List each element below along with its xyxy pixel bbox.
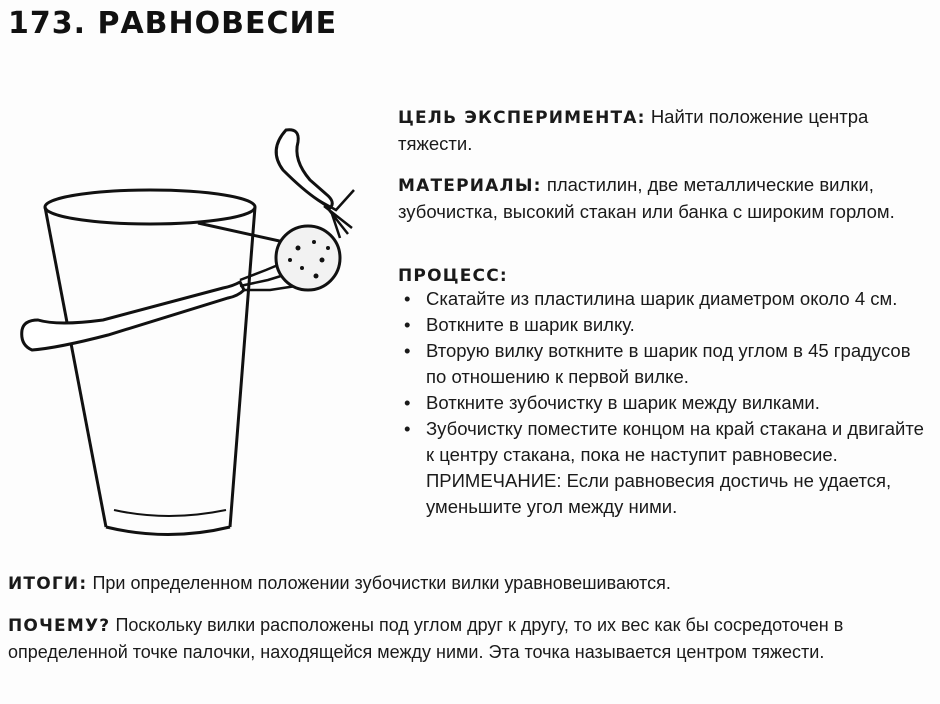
bullet-icon: • [404,418,411,439]
list-item: • Воткните в шарик вилку. [398,312,933,338]
goal-text: Найти положение центра тяжести. [398,106,869,154]
glass-forks-balance-illustration [18,110,388,560]
list-item: • Вторую вилку воткните в шарик под углом в 45 градусов по отношению к первой вилке. [404,340,911,387]
bullet-icon: • [404,392,411,413]
list-item: • Воткните зубочистку в шарик между вилками. [398,390,933,416]
results-label: ИТОГИ: [8,574,88,594]
toothpick-icon [198,223,293,244]
process-steps [398,286,933,520]
glass-icon [45,190,255,535]
why-text: Поскольку вилки расположены под углом друг к другу, то их вес как бы сосредоточен в определенной точке палочки, находящейся между ними. Эта точка называется центром тяжести. [8,615,844,662]
bullet-icon: • [404,340,411,361]
list-item: • Зубочистку поместите концом на край стакана и двигайте к центру стакана, пока не наступит равновесие. [404,418,924,465]
upper-fork-icon [276,130,354,238]
why-explanation [8,612,933,665]
page-title: 173. РАВНОВЕСИЕ [8,6,338,41]
results-text: При определенном положении зубочистки вилки уравновешиваются. [92,573,671,593]
plasticine-ball-icon [276,226,340,290]
why-label: ПОЧЕМУ? [8,616,111,636]
bullet-icon: • [404,314,411,335]
process-label: ПРОЦЕСС: [398,266,508,286]
materials-label: МАТЕРИАЛЫ: [398,176,542,196]
list-item: • Скатайте из пластилина шарик диаметром около 4 см. [398,286,933,312]
process-note: ПРИМЕЧАНИЕ: Если равновесия достичь не удается, уменьшите угол между ними. [426,470,892,517]
bullet-icon: • [404,288,411,309]
process-heading [398,262,508,289]
goal-label: ЦЕЛЬ ЭКСПЕРИМЕНТА: [398,108,646,128]
results [8,570,933,597]
experiment-goal [398,104,928,157]
materials [398,172,928,225]
materials-text: пластилин, две металлические вилки, зубочистка, высокий стакан или банка с широким горлом. [398,174,895,222]
